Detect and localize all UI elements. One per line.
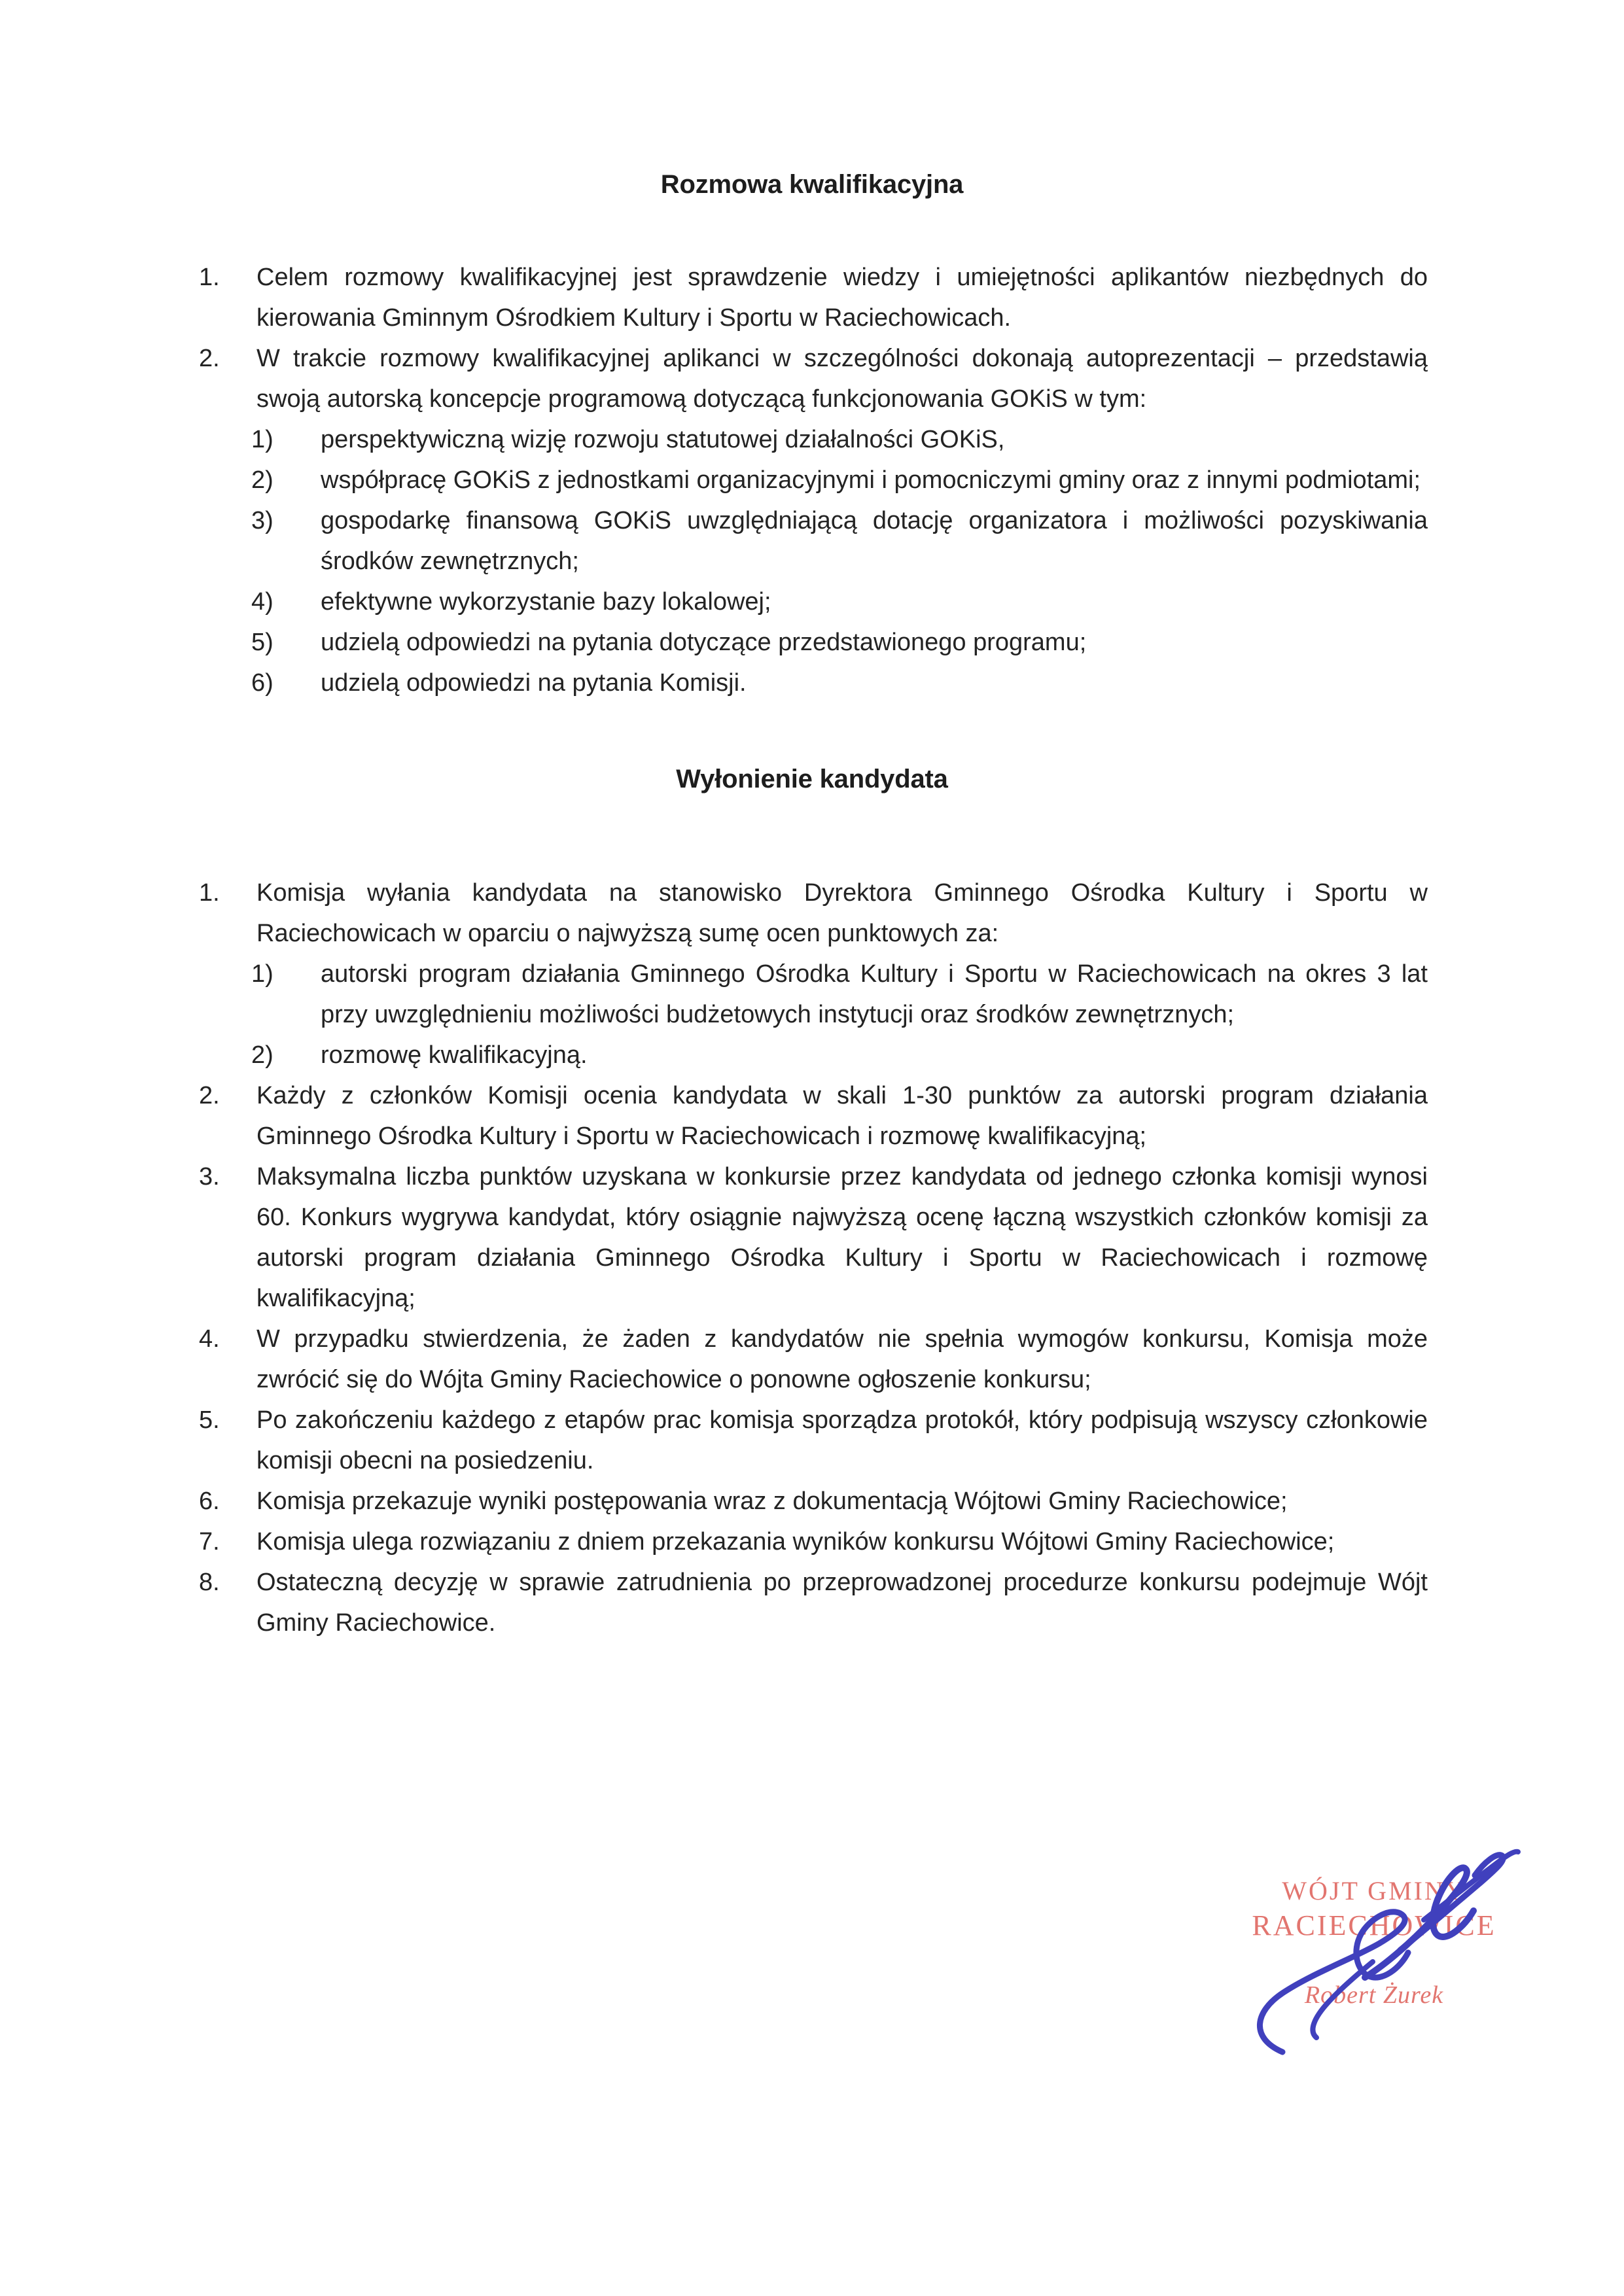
section-heading-2: Wyłonienie kandydata — [676, 765, 948, 793]
list-item — [251, 419, 1428, 460]
list-item — [196, 1319, 1428, 1400]
list-section-2 — [196, 873, 1428, 1643]
list-item-text: autorski program działania Gminnego Ośrodka Kultury i Sportu w Raciechowicach na okres 3 lat przy uwzględnieniu możliwości budżetowych instytucji oraz środków zewnętrznych; — [321, 960, 1428, 1028]
list-marker: 3) — [251, 507, 274, 534]
sublist-section-1-item-2 — [251, 419, 1428, 703]
list-item — [251, 582, 1428, 622]
list-marker: 3. — [199, 1163, 220, 1191]
stamp-line-municipality: RACIECHOWICE — [1252, 1909, 1496, 1941]
list-item-text: W przypadku stwierdzenia, że żaden z kandydatów nie spełnia wymogów konkursu, Komisja może zwrócić się do Wójta Gminy Raciechowice o ponowne ogłoszenie konkursu; — [256, 1325, 1428, 1393]
list-marker: 5) — [251, 629, 274, 656]
list-marker: 1) — [251, 426, 274, 453]
list-marker: 6) — [251, 669, 274, 697]
list-item-text: Komisja przekazuje wyniki postępowania wraz z dokumentacją Wójtowi Gminy Raciechowice; — [256, 1487, 1288, 1515]
list-item — [196, 1157, 1428, 1319]
list-item-text: współpracę GOKiS z jednostkami organizacyjnymi i pomocniczymi gminy oraz z innymi podmiotami; — [321, 466, 1421, 494]
list-item-text: Celem rozmowy kwalifikacyjnej jest sprawdzenie wiedzy i umiejętności aplikantów niezbędnych do kierowania Gminnym Ośrodkiem Kultury i Sportu w Raciechowicach. — [256, 264, 1428, 332]
list-item-text: efektywne wykorzystanie bazy lokalowej; — [321, 588, 771, 616]
list-item — [251, 622, 1428, 663]
list-section-1 — [196, 257, 1428, 703]
list-marker: 1. — [199, 879, 220, 907]
list-marker: 4. — [199, 1325, 220, 1353]
list-item — [251, 954, 1428, 1035]
list-item — [196, 1075, 1428, 1157]
list-item-text: Ostateczną decyzję w sprawie zatrudnienia po przeprowadzonej procedurze konkursu podejmuje Wójt Gminy Raciechowice. — [256, 1569, 1428, 1637]
list-marker: 1. — [199, 264, 220, 291]
spacer-after-heading-2 — [196, 794, 1428, 873]
list-marker: 2. — [199, 345, 220, 372]
list-item — [196, 1481, 1428, 1522]
list-marker: 2. — [199, 1082, 220, 1109]
list-marker: 7. — [199, 1528, 220, 1556]
section-wylonienie-kandydata — [196, 765, 1428, 1643]
list-item-text: W trakcie rozmowy kwalifikacyjnej aplikanci w szczególności dokonają autoprezentacji – przedstawią swoją autorską koncepcje programową dotyczącą funkcjonowania GOKiS w tym: — [256, 345, 1428, 413]
stamp-line-name: Robert Żurek — [1304, 1981, 1444, 2009]
spacer-after-heading-1 — [196, 200, 1428, 257]
list-item-text: Komisja wyłania kandydata na stanowisko Dyrektora Gminnego Ośrodka Kultury i Sportu w Raciechowicach w oparciu o najwyższą sumę ocen punktowych za: — [256, 879, 1428, 947]
list-item — [196, 1522, 1428, 1562]
list-marker: 5. — [199, 1406, 220, 1434]
list-marker: 1) — [251, 960, 274, 988]
list-item — [251, 460, 1428, 500]
stamp-line-office: WÓJT GMINY — [1282, 1876, 1466, 1905]
list-item-text: gospodarkę finansową GOKiS uwzględniającą dotację organizatora i możliwości pozyskiwania środków zewnętrznych; — [321, 507, 1428, 575]
handwritten-signature-icon — [1204, 1822, 1544, 2070]
signature-stamp-block — [1217, 1868, 1557, 2064]
section-heading-1: Rozmowa kwalifikacyjna — [660, 170, 964, 199]
list-item — [196, 1562, 1428, 1643]
list-item — [196, 338, 1428, 703]
list-item — [196, 257, 1428, 338]
list-item — [251, 1035, 1428, 1075]
list-item-text: Każdy z członków Komisji ocenia kandydata w skali 1-30 punktów za autorski program działania Gminnego Ośrodka Kultury i Sportu w Raciechowicach i rozmowę kwalifikacyjną; — [256, 1082, 1428, 1150]
list-item — [196, 873, 1428, 1075]
list-marker: 2) — [251, 1041, 274, 1069]
sublist-section-2-item-1 — [251, 954, 1428, 1075]
list-marker: 4) — [251, 588, 274, 616]
list-marker: 8. — [199, 1569, 220, 1596]
list-item-text: udzielą odpowiedzi na pytania Komisji. — [321, 669, 747, 697]
list-item-text: Maksymalna liczba punktów uzyskana w konkursie przez kandydata od jednego członka komisji wynosi 60. Konkurs wygrywa kandydat, który osiągnie najwyższą ocenę łączną wszystkich członków komisji za autorski program działania Gminnego Ośrodka Kultury i Sportu w Raciechowicach i rozmowę kwalifikacyjną; — [256, 1163, 1428, 1312]
list-item-text: rozmowę kwalifikacyjną. — [321, 1041, 588, 1069]
list-item-text: Komisja ulega rozwiązaniu z dniem przekazania wyników konkursu Wójtowi Gminy Raciechowice; — [256, 1528, 1335, 1556]
list-item-text: perspektywiczną wizję rozwoju statutowej działalności GOKiS, — [321, 426, 1005, 453]
list-item — [196, 1400, 1428, 1481]
list-marker: 2) — [251, 466, 274, 494]
document-body — [196, 170, 1428, 1643]
list-marker: 6. — [199, 1487, 220, 1515]
list-item — [251, 663, 1428, 703]
list-item — [251, 500, 1428, 582]
list-item-text: udzielą odpowiedzi na pytania dotyczące przedstawionego programu; — [321, 629, 1087, 656]
list-item-text: Po zakończeniu każdego z etapów prac komisja sporządza protokół, który podpisują wszyscy członkowie komisji obecni na posiedzeniu. — [256, 1406, 1428, 1474]
section-rozmowa-kwalifikacyjna — [196, 170, 1428, 703]
